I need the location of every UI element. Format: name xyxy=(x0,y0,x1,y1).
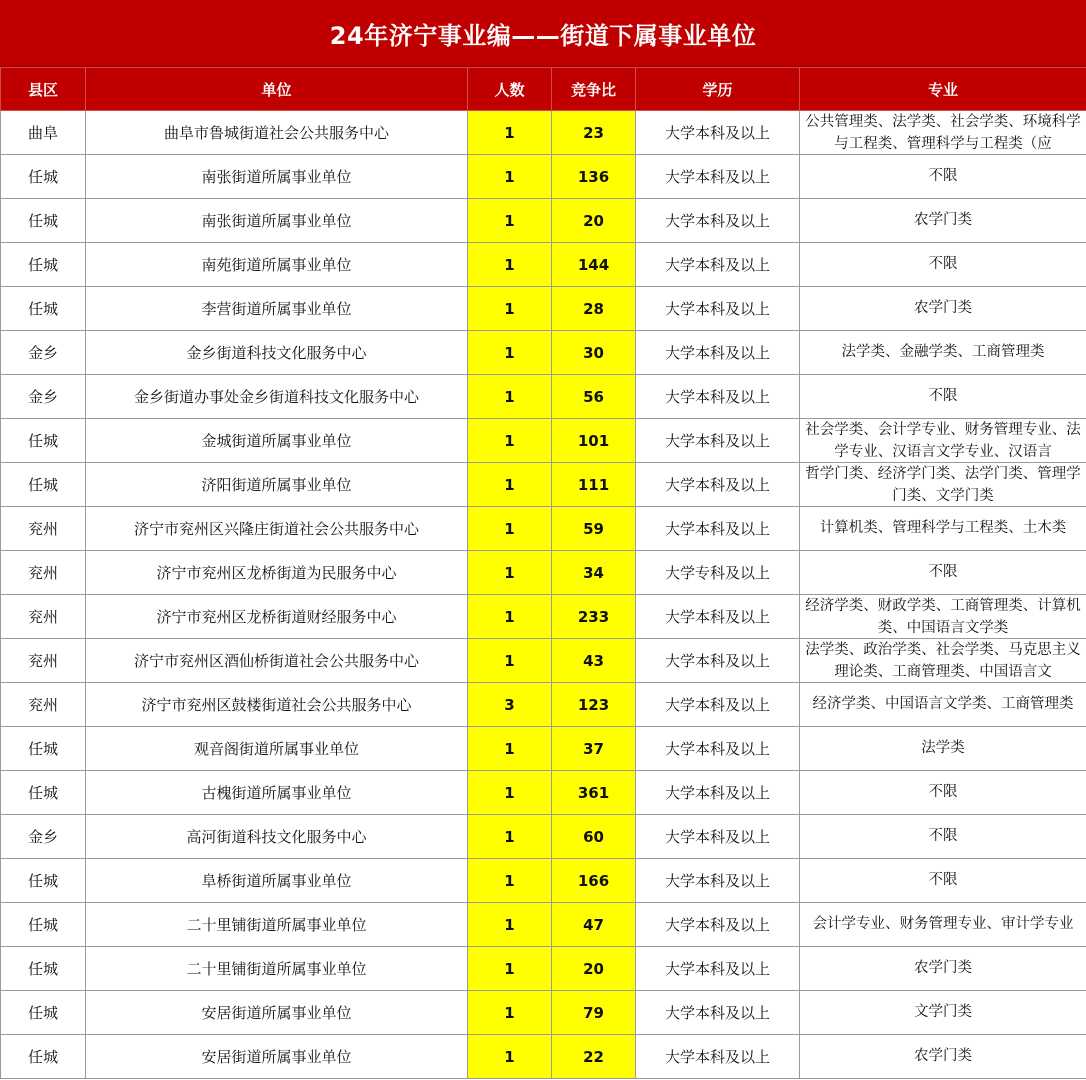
unit-cell: 济宁市兖州区兴隆庄街道社会公共服务中心 xyxy=(86,507,468,551)
major-text: 文学门类 xyxy=(914,1004,972,1020)
headcount-cell: 1 xyxy=(468,771,552,815)
district-cell: 金乡 xyxy=(1,815,86,859)
unit-cell: 安居街道所属事业单位 xyxy=(86,991,468,1035)
table-row xyxy=(1,903,1086,947)
competition-ratio-cell: 28 xyxy=(552,287,636,331)
major-cell xyxy=(800,727,1086,771)
major-cell xyxy=(800,991,1086,1035)
major-cell xyxy=(800,331,1086,375)
district-cell: 任城 xyxy=(1,243,86,287)
unit-cell: 济宁市兖州区龙桥街道财经服务中心 xyxy=(86,595,468,639)
unit-cell: 济宁市兖州区龙桥街道为民服务中心 xyxy=(86,551,468,595)
major-text: 农学门类 xyxy=(914,1048,972,1064)
major-text: 法学类、政治学类、社会学类、马克思主义理论类、工商管理类、中国语言文 xyxy=(805,642,1081,680)
education-cell: 大学本科及以上 xyxy=(636,639,800,683)
major-text: 不限 xyxy=(928,784,958,800)
table-body xyxy=(1,111,1086,1079)
major-cell xyxy=(800,463,1086,507)
competition-ratio-cell: 60 xyxy=(552,815,636,859)
district-cell: 任城 xyxy=(1,199,86,243)
unit-cell: 观音阁街道所属事业单位 xyxy=(86,727,468,771)
header-row xyxy=(1,68,1086,111)
headcount-cell: 1 xyxy=(468,947,552,991)
major-cell xyxy=(800,507,1086,551)
major-text: 哲学门类、经济学门类、法学门类、管理学门类、文学门类 xyxy=(805,466,1081,504)
unit-cell: 高河街道科技文化服务中心 xyxy=(86,815,468,859)
district-cell: 曲阜 xyxy=(1,111,86,155)
district-cell: 任城 xyxy=(1,771,86,815)
headcount-cell: 1 xyxy=(468,111,552,155)
major-cell xyxy=(800,419,1086,463)
unit-cell: 南张街道所属事业单位 xyxy=(86,155,468,199)
major-text: 法学类、金融学类、工商管理类 xyxy=(841,344,1045,360)
unit-cell: 李营街道所属事业单位 xyxy=(86,287,468,331)
competition-ratio-cell: 20 xyxy=(552,947,636,991)
major-cell xyxy=(800,639,1086,683)
competition-ratio-cell: 56 xyxy=(552,375,636,419)
header-unit: 单位 xyxy=(86,68,468,111)
education-cell: 大学本科及以上 xyxy=(636,903,800,947)
major-cell xyxy=(800,595,1086,639)
competition-ratio-cell: 101 xyxy=(552,419,636,463)
headcount-cell: 1 xyxy=(468,199,552,243)
major-cell xyxy=(800,243,1086,287)
district-cell: 兖州 xyxy=(1,551,86,595)
table-row xyxy=(1,287,1086,331)
table-row xyxy=(1,155,1086,199)
major-cell xyxy=(800,155,1086,199)
education-cell: 大学本科及以上 xyxy=(636,991,800,1035)
district-cell: 兖州 xyxy=(1,595,86,639)
education-cell: 大学本科及以上 xyxy=(636,331,800,375)
major-cell xyxy=(800,859,1086,903)
major-text: 经济学类、中国语言文学类、工商管理类 xyxy=(812,696,1074,712)
table-row xyxy=(1,947,1086,991)
unit-cell: 济阳街道所属事业单位 xyxy=(86,463,468,507)
competition-ratio-cell: 361 xyxy=(552,771,636,815)
unit-cell: 南苑街道所属事业单位 xyxy=(86,243,468,287)
header-major: 专业 xyxy=(800,68,1086,111)
district-cell: 任城 xyxy=(1,947,86,991)
competition-ratio-cell: 144 xyxy=(552,243,636,287)
education-cell: 大学本科及以上 xyxy=(636,199,800,243)
education-cell: 大学本科及以上 xyxy=(636,375,800,419)
table-row xyxy=(1,639,1086,683)
headcount-cell: 1 xyxy=(468,991,552,1035)
competition-ratio-cell: 59 xyxy=(552,507,636,551)
major-text: 农学门类 xyxy=(914,300,972,316)
education-cell: 大学专科及以上 xyxy=(636,551,800,595)
header-district: 县区 xyxy=(1,68,86,111)
district-cell: 任城 xyxy=(1,419,86,463)
table-row xyxy=(1,419,1086,463)
major-cell xyxy=(800,683,1086,727)
headcount-cell: 1 xyxy=(468,331,552,375)
education-cell: 大学本科及以上 xyxy=(636,771,800,815)
education-cell: 大学本科及以上 xyxy=(636,463,800,507)
competition-ratio-cell: 20 xyxy=(552,199,636,243)
headcount-cell: 1 xyxy=(468,463,552,507)
competition-ratio-cell: 37 xyxy=(552,727,636,771)
unit-cell: 金城街道所属事业单位 xyxy=(86,419,468,463)
district-cell: 金乡 xyxy=(1,331,86,375)
major-text: 社会学类、会计学专业、财务管理专业、法学专业、汉语言文学专业、汉语言 xyxy=(805,422,1081,460)
education-cell: 大学本科及以上 xyxy=(636,683,800,727)
district-cell: 任城 xyxy=(1,155,86,199)
header-competition-ratio: 竞争比 xyxy=(552,68,636,111)
education-cell: 大学本科及以上 xyxy=(636,507,800,551)
table-row xyxy=(1,727,1086,771)
table-row xyxy=(1,859,1086,903)
table-row xyxy=(1,1035,1086,1079)
major-cell xyxy=(800,375,1086,419)
headcount-cell: 1 xyxy=(468,375,552,419)
table-row xyxy=(1,243,1086,287)
district-cell: 任城 xyxy=(1,287,86,331)
major-cell xyxy=(800,947,1086,991)
unit-cell: 金乡街道科技文化服务中心 xyxy=(86,331,468,375)
table-row xyxy=(1,815,1086,859)
competition-ratio-cell: 111 xyxy=(552,463,636,507)
major-cell xyxy=(800,551,1086,595)
competition-ratio-cell: 47 xyxy=(552,903,636,947)
competition-ratio-cell: 123 xyxy=(552,683,636,727)
headcount-cell: 1 xyxy=(468,155,552,199)
headcount-cell: 1 xyxy=(468,287,552,331)
headcount-cell: 1 xyxy=(468,727,552,771)
major-cell xyxy=(800,815,1086,859)
table-row xyxy=(1,375,1086,419)
header-education: 学历 xyxy=(636,68,800,111)
unit-cell: 金乡街道办事处金乡街道科技文化服务中心 xyxy=(86,375,468,419)
major-text: 法学类 xyxy=(921,740,965,756)
competition-ratio-cell: 30 xyxy=(552,331,636,375)
table-row xyxy=(1,463,1086,507)
district-cell: 任城 xyxy=(1,859,86,903)
district-cell: 任城 xyxy=(1,727,86,771)
headcount-cell: 1 xyxy=(468,243,552,287)
major-cell xyxy=(800,287,1086,331)
education-cell: 大学本科及以上 xyxy=(636,595,800,639)
unit-cell: 古槐街道所属事业单位 xyxy=(86,771,468,815)
table-row xyxy=(1,199,1086,243)
headcount-cell: 1 xyxy=(468,595,552,639)
major-cell xyxy=(800,903,1086,947)
major-text: 农学门类 xyxy=(914,212,972,228)
district-cell: 兖州 xyxy=(1,683,86,727)
table-row xyxy=(1,771,1086,815)
competition-ratio-cell: 23 xyxy=(552,111,636,155)
district-cell: 任城 xyxy=(1,463,86,507)
unit-cell: 安居街道所属事业单位 xyxy=(86,1035,468,1079)
district-cell: 任城 xyxy=(1,903,86,947)
major-text: 农学门类 xyxy=(914,960,972,976)
unit-cell: 南张街道所属事业单位 xyxy=(86,199,468,243)
headcount-cell: 1 xyxy=(468,1035,552,1079)
district-cell: 兖州 xyxy=(1,507,86,551)
major-text: 不限 xyxy=(928,256,958,272)
major-text: 计算机类、管理科学与工程类、土木类 xyxy=(819,520,1067,536)
district-cell: 任城 xyxy=(1,1035,86,1079)
unit-cell: 济宁市兖州区酒仙桥街道社会公共服务中心 xyxy=(86,639,468,683)
competition-ratio-cell: 166 xyxy=(552,859,636,903)
education-cell: 大学本科及以上 xyxy=(636,947,800,991)
table-row xyxy=(1,551,1086,595)
headcount-cell: 1 xyxy=(468,859,552,903)
major-text: 经济学类、财政学类、工商管理类、计算机类、中国语言文学类 xyxy=(805,598,1081,636)
headcount-cell: 1 xyxy=(468,639,552,683)
major-text: 不限 xyxy=(928,872,958,888)
header-headcount: 人数 xyxy=(468,68,552,111)
major-cell xyxy=(800,199,1086,243)
major-text: 会计学专业、财务管理专业、审计学专业 xyxy=(812,916,1074,932)
recruitment-table xyxy=(0,67,1086,1079)
education-cell: 大学本科及以上 xyxy=(636,155,800,199)
major-text: 不限 xyxy=(928,168,958,184)
unit-cell: 二十里铺街道所属事业单位 xyxy=(86,947,468,991)
competition-ratio-cell: 34 xyxy=(552,551,636,595)
table-title: 24年济宁事业编——街道下属事业单位 xyxy=(0,0,1086,67)
education-cell: 大学本科及以上 xyxy=(636,815,800,859)
education-cell: 大学本科及以上 xyxy=(636,243,800,287)
competition-ratio-cell: 22 xyxy=(552,1035,636,1079)
table-row xyxy=(1,331,1086,375)
headcount-cell: 1 xyxy=(468,419,552,463)
headcount-cell: 1 xyxy=(468,815,552,859)
major-cell xyxy=(800,771,1086,815)
education-cell: 大学本科及以上 xyxy=(636,111,800,155)
major-text: 不限 xyxy=(928,828,958,844)
district-cell: 兖州 xyxy=(1,639,86,683)
major-text: 不限 xyxy=(928,564,958,580)
competition-ratio-cell: 43 xyxy=(552,639,636,683)
district-cell: 任城 xyxy=(1,991,86,1035)
major-cell xyxy=(800,1035,1086,1079)
district-cell: 金乡 xyxy=(1,375,86,419)
table-row xyxy=(1,991,1086,1035)
major-cell xyxy=(800,111,1086,155)
education-cell: 大学本科及以上 xyxy=(636,1035,800,1079)
unit-cell: 济宁市兖州区鼓楼街道社会公共服务中心 xyxy=(86,683,468,727)
table-row xyxy=(1,111,1086,155)
unit-cell: 二十里铺街道所属事业单位 xyxy=(86,903,468,947)
competition-ratio-cell: 136 xyxy=(552,155,636,199)
major-text: 公共管理类、法学类、社会学类、环境科学与工程类、管理科学与工程类（应 xyxy=(805,114,1081,152)
headcount-cell: 1 xyxy=(468,903,552,947)
education-cell: 大学本科及以上 xyxy=(636,859,800,903)
education-cell: 大学本科及以上 xyxy=(636,287,800,331)
competition-ratio-cell: 79 xyxy=(552,991,636,1035)
unit-cell: 阜桥街道所属事业单位 xyxy=(86,859,468,903)
table-row xyxy=(1,507,1086,551)
table-row xyxy=(1,595,1086,639)
unit-cell: 曲阜市鲁城街道社会公共服务中心 xyxy=(86,111,468,155)
table-row xyxy=(1,683,1086,727)
competition-ratio-cell: 233 xyxy=(552,595,636,639)
education-cell: 大学本科及以上 xyxy=(636,419,800,463)
headcount-cell: 3 xyxy=(468,683,552,727)
major-text: 不限 xyxy=(928,388,958,404)
education-cell: 大学本科及以上 xyxy=(636,727,800,771)
headcount-cell: 1 xyxy=(468,551,552,595)
headcount-cell: 1 xyxy=(468,507,552,551)
